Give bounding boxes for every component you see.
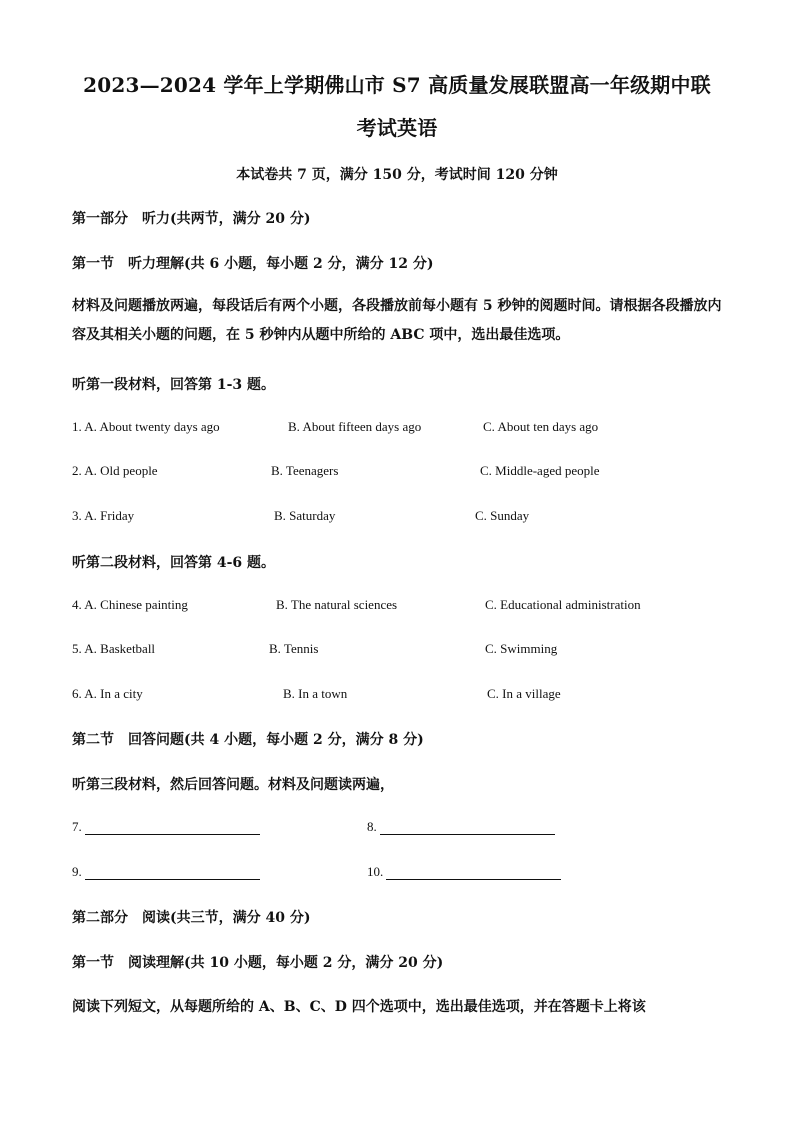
question-2-option-b: B. Teenagers bbox=[271, 463, 339, 478]
question-5-option-c: C. Swimming bbox=[485, 641, 558, 656]
part1-section1-instructions: 材料及问题播放两遍，每段话后有两个小题，各段播放前每小题有 5 秒钟的阅题时间。请根据各段播放内容及其相关小题的问题，在 5 秒钟内从题中所给的 ABC 项中，选出最佳选项。 bbox=[72, 298, 722, 343]
part2-heading: 第二部分 阅读(共三节，满分 40 分) bbox=[72, 910, 311, 926]
question-5-option-a: 5. A. Basketball bbox=[72, 641, 156, 656]
question-1-option-b: B. About fifteen days ago bbox=[288, 419, 422, 434]
question-3-option-a: 3. A. Friday bbox=[72, 508, 135, 523]
answer-line[interactable] bbox=[380, 822, 555, 835]
exam-title-line2: 考试英语 bbox=[356, 116, 438, 140]
exam-title-line1: 2023—2024 学年上学期佛山市 S7 高质量发展联盟高一年级期中联 bbox=[83, 73, 711, 97]
question-6-option-c: C. In a village bbox=[487, 686, 561, 701]
answer-line[interactable] bbox=[386, 867, 561, 880]
blank-number: 9. bbox=[72, 864, 82, 879]
blank-number: 8. bbox=[367, 819, 377, 834]
question-1-option-a: 1. A. About twenty days ago bbox=[72, 419, 220, 434]
answer-blank-9[interactable] bbox=[72, 864, 260, 880]
question-1-option-c: C. About ten days ago bbox=[483, 419, 599, 434]
part1-section2-instructions: 听第三段材料，然后回答问题。材料及问题读两遍， bbox=[72, 777, 394, 793]
question-3-option-c: C. Sunday bbox=[475, 508, 530, 523]
question-2-option-a: 2. A. Old people bbox=[72, 463, 158, 478]
answer-blank-10[interactable] bbox=[367, 864, 561, 880]
answer-blank-8[interactable] bbox=[367, 819, 555, 835]
question-3-option-b: B. Saturday bbox=[274, 508, 336, 523]
question-6-option-b: B. In a town bbox=[283, 686, 348, 701]
blank-number: 7. bbox=[72, 819, 82, 834]
question-4-option-a: 4. A. Chinese painting bbox=[72, 597, 188, 612]
part1-section1-heading: 第一节 听力理解(共 6 小题，每小题 2 分，满分 12 分) bbox=[72, 256, 434, 272]
question-5-option-b: B. Tennis bbox=[269, 641, 319, 656]
part2-section1-heading: 第一节 阅读理解(共 10 小题，每小题 2 分，满分 20 分) bbox=[72, 955, 444, 971]
blank-number: 10. bbox=[367, 864, 384, 879]
question-4-option-b: B. The natural sciences bbox=[276, 597, 398, 612]
answer-line[interactable] bbox=[85, 822, 260, 835]
part2-section1-instructions: 阅读下列短文，从每题所给的 A、B、C、D 四个选项中，选出最佳选项，并在答题卡上将该 bbox=[72, 999, 646, 1015]
passage1-heading: 听第一段材料，回答第 1-3 题。 bbox=[72, 377, 276, 393]
question-4-option-c: C. Educational administration bbox=[485, 597, 641, 612]
exam-subtitle: 本试卷共 7 页，满分 150 分，考试时间 120 分钟 bbox=[236, 167, 558, 183]
part1-heading: 第一部分 听力(共两节，满分 20 分) bbox=[72, 211, 311, 227]
question-2-option-c: C. Middle-aged people bbox=[480, 463, 600, 478]
question-6-option-a: 6. A. In a city bbox=[72, 686, 143, 701]
part1-section2-heading: 第二节 回答问题(共 4 小题，每小题 2 分，满分 8 分) bbox=[72, 732, 424, 748]
passage2-heading: 听第二段材料，回答第 4-6 题。 bbox=[72, 555, 276, 571]
answer-line[interactable] bbox=[85, 867, 260, 880]
answer-blank-7[interactable] bbox=[72, 819, 260, 835]
